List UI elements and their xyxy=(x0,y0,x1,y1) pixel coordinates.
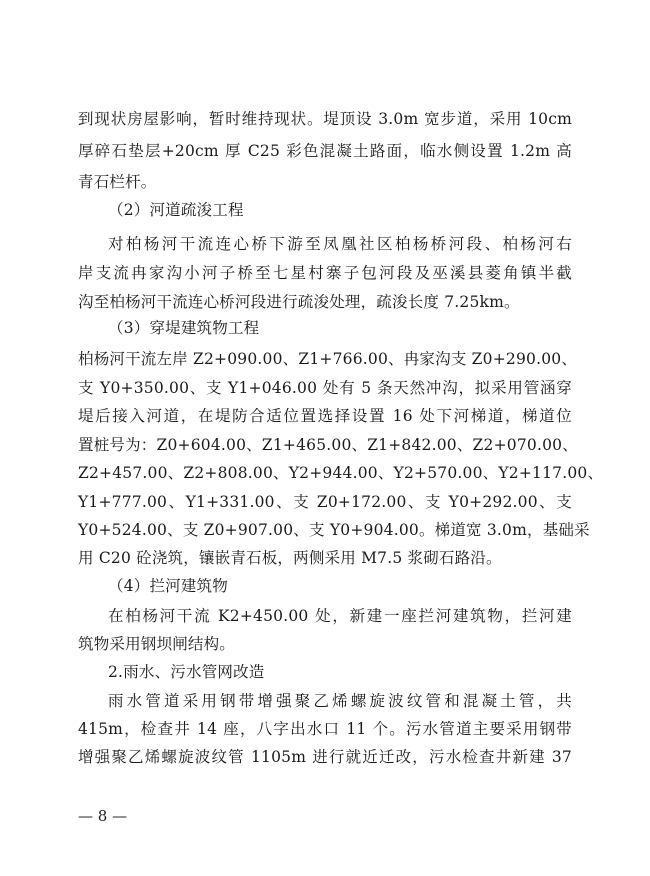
paragraph-line: 在柏杨河干流 K2+450.00 处，新建一座拦河建筑物，拦河建 xyxy=(108,607,572,625)
paragraph-line: 筑物采用钢坝闸结构。 xyxy=(78,635,236,653)
paragraph-line: 415m，检查井 14 座，八字出水口 11 个。污水管道主要采用钢带 xyxy=(78,720,572,738)
section-heading: （2）河道疏浚工程 xyxy=(108,201,244,219)
paragraph-line: 厚碎石垫层+20cm 厚 C25 彩色混凝土路面，临水侧设置 1.2m 高 xyxy=(78,142,572,160)
page-number: — 8 — xyxy=(78,807,128,825)
paragraph-line: 对柏杨河干流连心桥下游至凤凰社区柏杨桥河段、柏杨河右 xyxy=(108,235,572,253)
paragraph-line: 置桩号为：Z0+604.00、Z1+465.00、Z1+842.00、Z2+070.00、 xyxy=(78,436,578,454)
paragraph-line: 堤后接入河道，在堤防合适位置选择设置 16 处下河梯道，梯道位 xyxy=(78,407,572,425)
paragraph-line: Z2+457.00、Z2+808.00、Y2+944.00、Y2+570.00、Y2+117.00、 xyxy=(78,464,604,482)
paragraph-line: 岸支流冉家沟小河子桥至七星村寨子包河段及巫溪县菱角镇半截 xyxy=(78,264,572,282)
paragraph-line: 支 Y0+350.00、支 Y1+046.00 处有 5 条天然冲沟，拟采用管涵穿 xyxy=(78,379,572,397)
paragraph-line: Y1+777.00、Y1+331.00、支 Z0+172.00、支 Y0+292.00、支 xyxy=(78,493,572,511)
section-heading: 2.雨水、污水管网改造 xyxy=(108,663,265,681)
paragraph-line: Y0+524.00、支 Z0+907.00、支 Y0+904.00。梯道宽 3.0m，基础采 xyxy=(78,521,590,539)
paragraph-line: 柏杨河干流左岸 Z2+090.00、Z1+766.00、冉家沟支 Z0+290.00、 xyxy=(78,350,578,368)
section-heading: （3）穿堤建筑物工程 xyxy=(108,319,260,337)
paragraph-line: 到现状房屋影响，暂时维持现状。堤顶设 3.0m 宽步道，采用 10cm xyxy=(78,110,572,128)
paragraph-line: 用 C20 砼浇筑，镶嵌青石板，两侧采用 M7.5 浆砌石路沿。 xyxy=(78,549,502,567)
paragraph-line: 沟至柏杨河干流连心桥河段进行疏浚处理，疏浚长度 7.25km。 xyxy=(78,293,520,311)
paragraph-line: 雨水管道采用钢带增强聚乙烯螺旋波纹管和混凝土管，共 xyxy=(108,692,572,710)
section-heading: （4）拦河建筑物 xyxy=(108,577,228,595)
paragraph-line: 增强聚乙烯螺旋波纹管 1105m 进行就近迁改，污水检查井新建 37 xyxy=(78,748,572,766)
paragraph-line: 青石栏杆。 xyxy=(78,173,157,191)
